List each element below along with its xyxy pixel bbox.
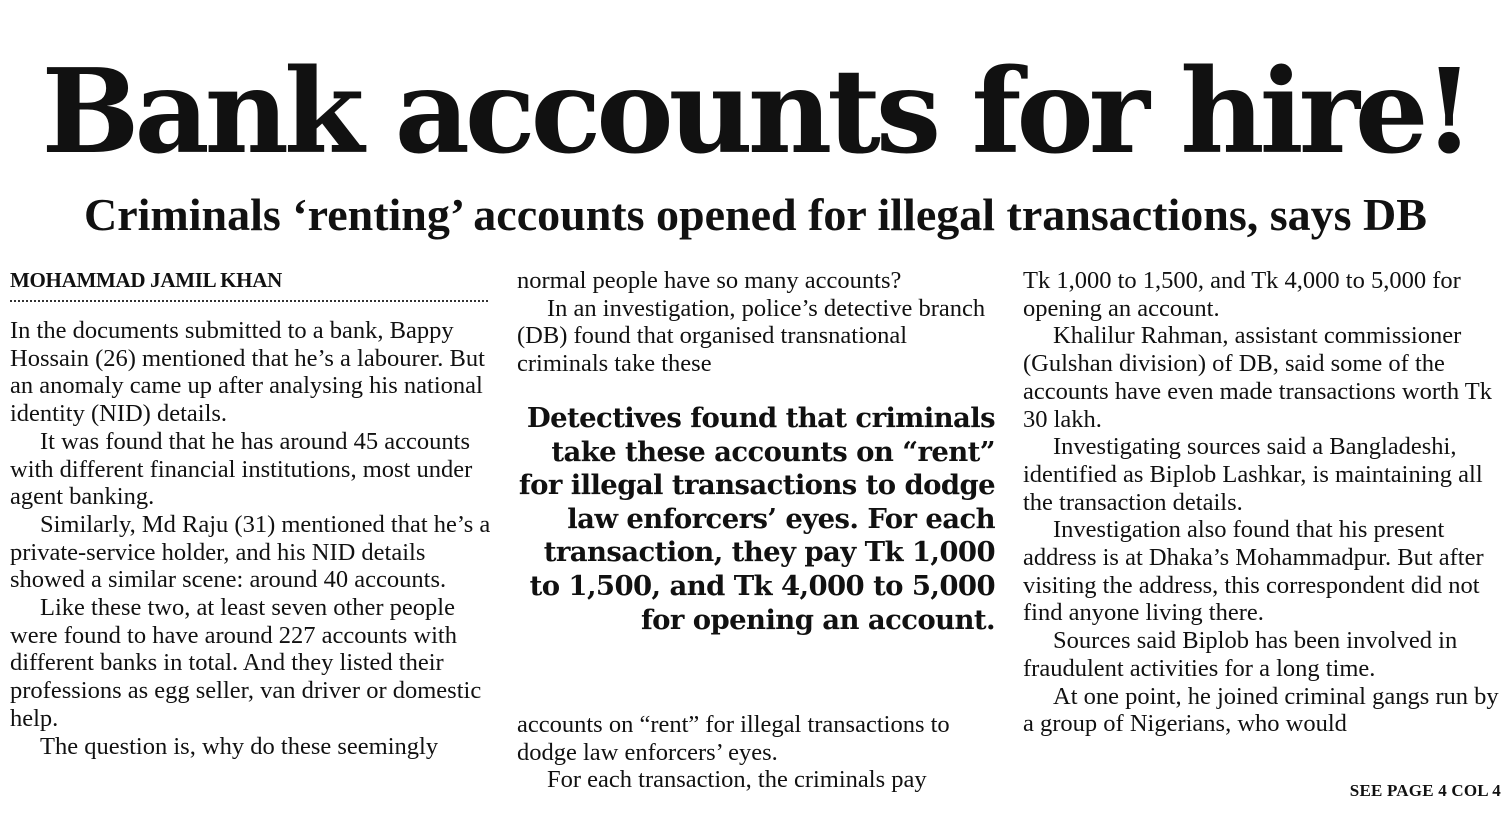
paragraph: For each transaction, the criminals pay <box>547 766 927 794</box>
paragraph: In an investigation, police’s detective branch (DB) found that organised transnational criminals take these <box>517 294 986 378</box>
continuation-jump-line: SEE PAGE 4 COL 4 <box>1349 781 1501 800</box>
paragraph: Sources said Biplob has been involved in fraudulent activities for a long time. <box>1023 627 1458 682</box>
article-column-2-bottom <box>517 711 987 794</box>
byline: MOHAMMAD JAMIL KHAN <box>10 268 488 302</box>
paragraph: Investigation also found that his present address is at Dhaka’s Mohammadpur. But after visiting the address, this correspondent did not find anyone living there. <box>1023 516 1484 627</box>
article-column-2-top <box>517 267 987 378</box>
article-column-1 <box>10 317 492 760</box>
subheadline: Criminals ‘renting’ accounts opened for illegal transactions, says DB <box>84 189 1427 240</box>
paragraph: Khalilur Rahman, assistant commissioner (Gulshan division) of DB, said some of the accounts have even made transactions worth Tk 30 lakh. <box>1023 322 1492 433</box>
article-column-3 <box>1023 267 1505 738</box>
pull-quote: Detectives found that criminals take these accounts on “rent” for illegal transactions to dodge law enforcers’ eyes. For each transaction, they pay Tk 1,000 to 1,500, and Tk 4,000 to 5,000 for opening an account. <box>518 402 995 636</box>
paragraph: At one point, he joined criminal gangs run by a group of Nigerians, who would <box>1023 682 1499 738</box>
paragraph: accounts on “rent” for illegal transactions to dodge law enforcers’ eyes. <box>517 711 950 766</box>
paragraph: In the documents submitted to a bank, Bappy Hossain (26) mentioned that he’s a labourer. But an anomaly came up after analysing his national identity (NID) details. <box>10 317 485 428</box>
paragraph: Investigating sources said a Bangladeshi, identified as Biplob Lashkar, is maintaining all the transaction details. <box>1023 433 1483 516</box>
paragraph: Like these two, at least seven other people were found to have around 227 accounts with different banks in total. And they listed their professions as egg seller, van driver or domestic help. <box>10 594 482 732</box>
paragraph: normal people have so many accounts? <box>517 267 902 294</box>
paragraph: It was found that he has around 45 accounts with different financial institutions, most under agent banking. <box>10 427 473 511</box>
paragraph: Similarly, Md Raju (31) mentioned that he’s a private-service holder, and his NID details showed a similar scene: around 40 accounts. <box>10 510 491 594</box>
paragraph: Tk 1,000 to 1,500, and Tk 4,000 to 5,000 for opening an account. <box>1023 267 1461 322</box>
headline: Bank accounts for hire! <box>41 44 1470 180</box>
paragraph: The question is, why do these seemingly <box>40 732 439 760</box>
